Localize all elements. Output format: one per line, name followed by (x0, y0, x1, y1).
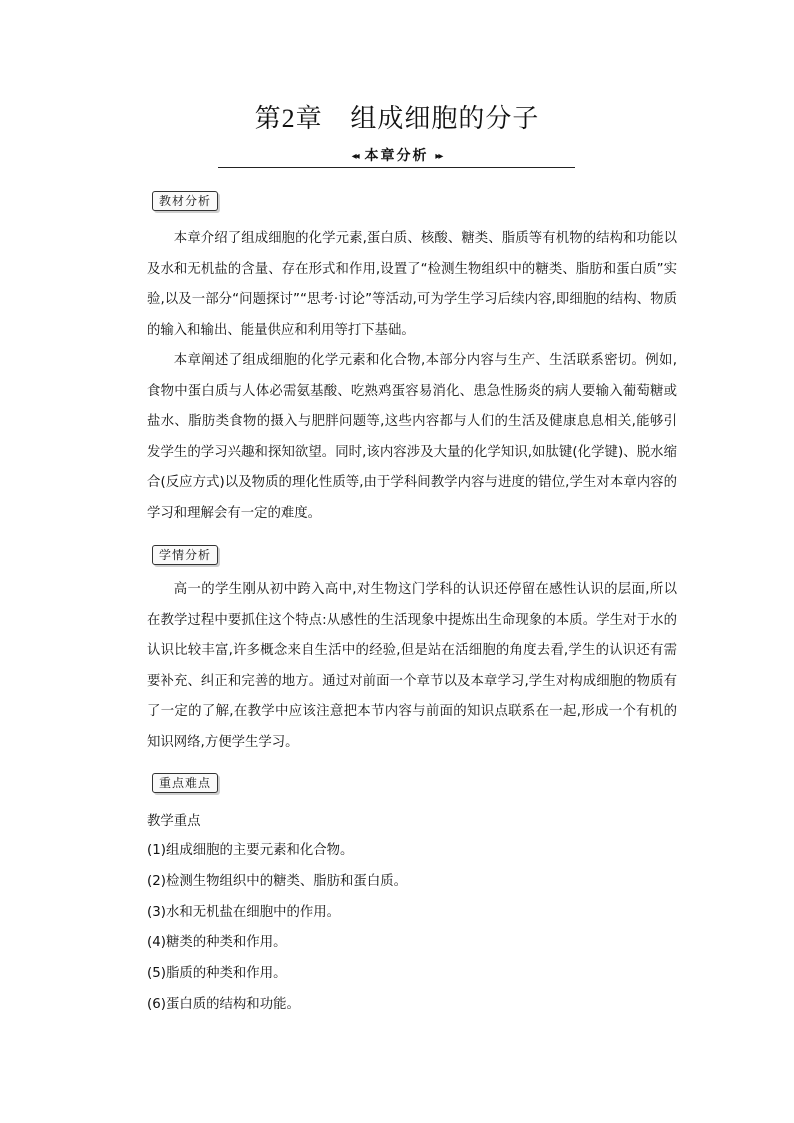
list-item: (6)蛋白质的结构和功能。 (147, 996, 300, 1012)
teaching-focus-heading: 教学重点 (147, 814, 201, 829)
section-banner (218, 145, 575, 168)
list-item: (4)糖类的种类和作用。 (147, 935, 287, 951)
list-item: (3)水和无机盐在细胞中的作用。 (147, 904, 341, 920)
textbook-analysis-tag: 教材分析 (152, 191, 218, 211)
banner-label: 本章分析 (364, 148, 429, 164)
chapter-number: 2 (281, 104, 296, 133)
chapter-suffix: 章 (295, 104, 323, 134)
list-item: (1)组成细胞的主要元素和化合物。 (147, 843, 354, 858)
right-arrows-icon: ▸▸ (435, 151, 442, 162)
list-item: (2)检测生物组织中的糖类、脂肪和蛋白质。 (147, 873, 407, 889)
student-analysis-paragraph: 高一的学生刚从初中跨入高中,对生物这门学科的认识还停留在感性认识的层面,所以在教学过程中要抓住这个特点:从感性的生活现象中提炼出生命现象的本质。学生对于水的认识比较丰富,许多概念来自生活中的经验,但是站在活细胞的角度去看,学生的认识还有需要补充、纠正和完善的地方。通过对前面一个章节以及本章学习,学生对构成细胞的物质有了一定的了解,在教学中应该注意把本节内容与前面的知识点联系在一起,形成一个有机的知识网络,方便学生学习。 (147, 582, 677, 750)
chapter-title (0, 98, 794, 135)
student-analysis-tag: 学情分析 (152, 545, 218, 565)
list-item: (5)脂质的种类和作用。 (147, 966, 287, 982)
chapter-name: 组成细胞的分子 (350, 104, 540, 134)
textbook-paragraph-2: 本章阐述了组成细胞的化学元素和化合物,本部分内容与生产、生活联系密切。例如,食物中蛋白质与人体必需氨基酸、吃熟鸡蛋容易消化、患急性肠炎的病人要输入葡萄糖或盐水、脂肪类食物的摄入与肥胖问题等,这些内容都与人们的生活及健康息息相关,能够引发学生的学习兴趣和探知欲望。同时,该内容涉及大量的化学知识,如肽键(化学键)、脱水缩合(反应方式)以及物质的理化性质等,由于学科间教学内容与进度的错位,学生对本章内容的学习和理解会有一定的难度。 (147, 353, 677, 521)
left-arrows-icon: ◂◂ (351, 151, 358, 162)
key-points-list (147, 836, 407, 1021)
textbook-paragraph-1: 本章介绍了组成细胞的化学元素,蛋白质、核酸、糖类、脂质等有机物的结构和功能以及水和无机盐的含量、存在形式和作用,设置了“检测生物组织中的糖类、脂肪和蛋白质”实验,以及一部分“问题探讨”“思考·讨论”等活动,可为学生学习后续内容,即细胞的结构、物质的输入和输出、能量供应和利用等打下基础。 (147, 231, 677, 338)
chapter-prefix: 第 (254, 104, 282, 134)
key-points-tag: 重点难点 (152, 773, 218, 793)
